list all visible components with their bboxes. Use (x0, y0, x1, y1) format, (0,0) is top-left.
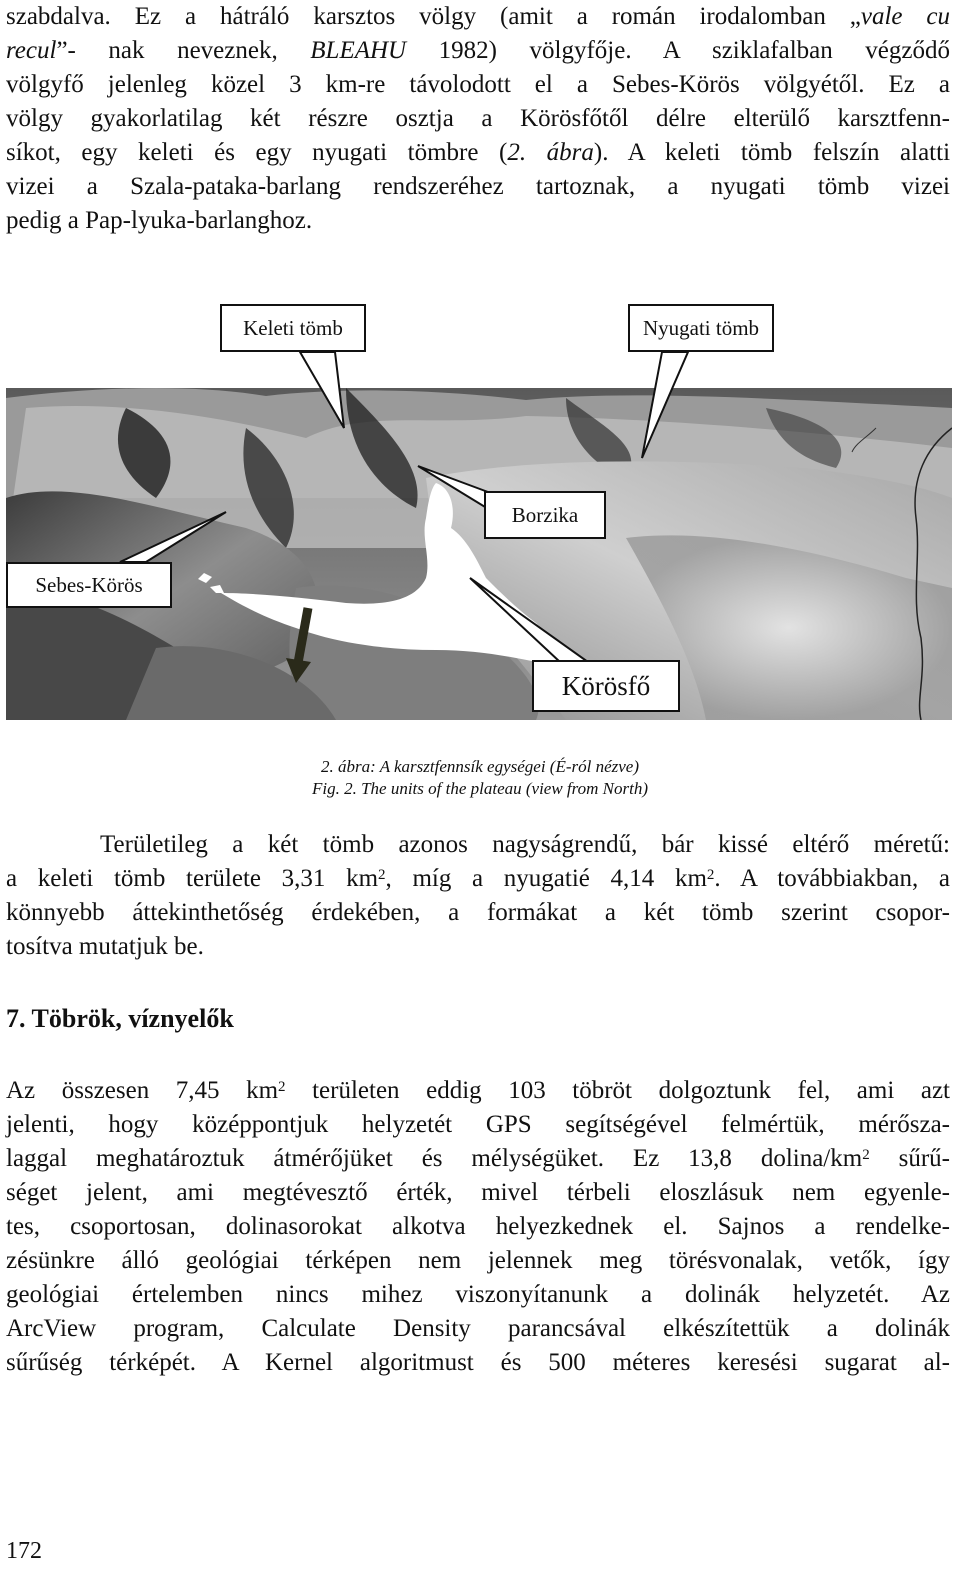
figure-caption-hu: 2. ábra: A karsztfennsík egységei (É-ról nézve) (320, 757, 640, 776)
text-line: ArcView program, Calculate Density parancsával elkészítettük a dolinák (6, 1315, 950, 1342)
callout-korosfo: Körösfő (532, 660, 680, 712)
text-line: völgyfő jelenleg közel 3 km-re távolodott el a Sebes-Körös völgyétől. Ez a (6, 71, 950, 98)
paragraph-intro (6, 0, 950, 238)
text-line: könnyebb áttekinthetőség érdekében, a formákat a két tömb szerint csopor- (6, 899, 950, 926)
callout-pointers (0, 300, 960, 720)
text-line: pedig a Pap-lyuka-barlanghoz. (6, 207, 313, 234)
text-line: tes, csoportosan, dolinasorokat alkotva helyezkednek el. Sajnos a rendelke- (6, 1213, 950, 1240)
text-line: séget jelent, ami megtévesztő érték, mivel térbeli eloszlásuk nem egyenle- (6, 1179, 950, 1206)
page-number: 172 (6, 1538, 42, 1564)
callout-keleti-tomb: Keleti tömb (220, 304, 366, 352)
text-line: szabdalva. Ez a hátráló karsztos völgy (amit a román irodalomban „vale cu (6, 3, 950, 30)
text-line: zésünkre álló geológiai térképen nem jelennek meg törésvonalak, vetők, így (6, 1247, 950, 1274)
text-line: vizei a Szala-pataka-barlang rendszeréhez tartoznak, a nyugati tömb vizei (6, 173, 950, 200)
text-line: Területileg a két tömb azonos nagyságrendű, bár kissé eltérő méretű: (100, 831, 950, 858)
text-line: Az összesen 7,45 $km^2$ területen eddig 103 töbröt dolgoztunk fel, ami azt (6, 1077, 950, 1104)
figure-caption-en: Fig. 2. The units of the plateau (view from North) (311, 779, 649, 798)
text-line: a keleti tömb területe 3,31 $km^2$, míg a nyugatié 4,14 $km^2$. A továbbiakban, a (6, 865, 950, 892)
paragraph-dolines (6, 1074, 950, 1380)
text-line: recul”- nak neveznek, BLEAHU 1982) völgyfője. A sziklafalban végződő (6, 37, 950, 64)
text-line: völgy gyakorlatilag két részre osztja a Körösfőtől délre elterülő karsztfenn- (6, 105, 950, 132)
paragraph-area (6, 828, 950, 964)
section-heading: 7. Töbrök, víznyelők (6, 1004, 234, 1033)
callout-borzika: Borzika (484, 491, 606, 539)
text-line: jelenti, hogy középpontjuk helyzetét GPS segítségével felmértük, mérősza- (6, 1111, 950, 1138)
text-line: síkot, egy keleti és egy nyugati tömbre (2. ábra). A keleti tömb felszín alatti (6, 139, 951, 166)
text-line: laggal meghatároztuk átmérőjüket és mélységüket. Ez 13,8 dolina/$km^2$ sűrű- (6, 1145, 950, 1172)
text-line: sűrűség térképét. A Kernel algoritmust és 500 méteres keresési sugarat al- (6, 1349, 950, 1376)
text-line: tosítva mutatjuk be. (6, 933, 204, 960)
callout-nyugati-tomb: Nyugati tömb (628, 304, 774, 352)
callout-sebes-koros: Sebes-Körös (6, 562, 172, 608)
text-line: geológiai értelemben nincs mihez viszonyítanunk a dolinák helyzetét. Az (6, 1281, 950, 1308)
